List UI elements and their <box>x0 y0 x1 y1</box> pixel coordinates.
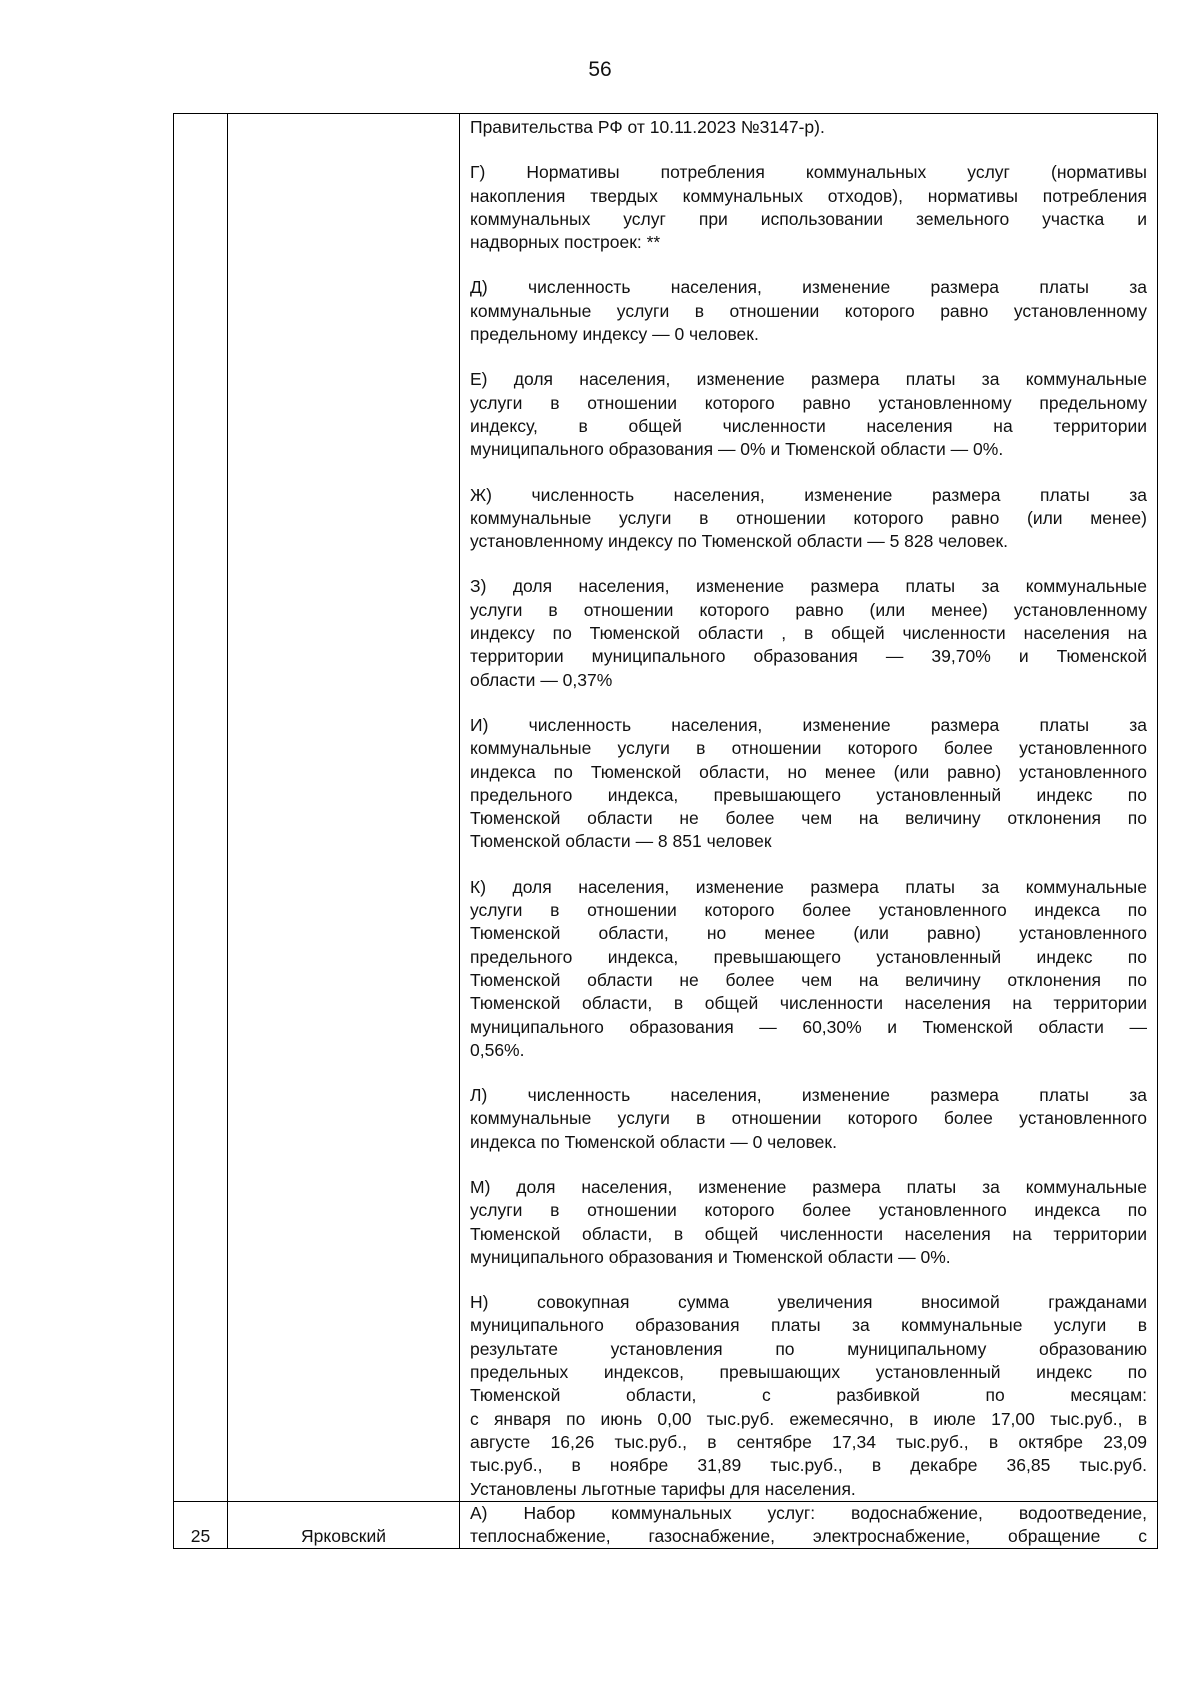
paragraph <box>470 276 1147 346</box>
text-line: коммунальных услуг при использовании земельного участка и <box>470 208 1147 229</box>
paragraph <box>470 1176 1147 1269</box>
text-line: тыс.руб., в ноябре 31,89 тыс.руб., в декабре 36,85 тыс.руб. <box>470 1455 1147 1476</box>
text-line: надворных построек: ** <box>470 232 661 253</box>
paragraph <box>470 161 1147 254</box>
text-line: Тюменской области, но менее (или равно) установленного <box>470 923 1147 944</box>
text-line: Тюменской области — 8 851 человек <box>470 831 772 852</box>
text-line: А) Набор коммунальных услуг: водоснабжение, водоотведение, <box>470 1502 1147 1523</box>
table-row-continued <box>174 114 1158 1502</box>
text-line: с января по июнь 0,00 тыс.руб. ежемесячно, в июле 17,00 тыс.руб., в <box>470 1408 1147 1429</box>
text-line: Ж) численность населения, изменение размера платы за <box>470 484 1147 505</box>
municipality-name: Ярковский <box>300 1525 386 1546</box>
text-line: Установлены льготные тарифы для населения. <box>470 1478 856 1499</box>
text-line: Тюменской области не более чем на величину отклонения по <box>470 808 1147 829</box>
text-line: М) доля населения, изменение размера платы за коммунальные <box>470 1176 1147 1197</box>
text-line: области — 0,37% <box>470 669 613 690</box>
text-line: Е) доля населения, изменение размера платы за коммунальные <box>470 369 1147 390</box>
text-line: августе 16,26 тыс.руб., в сентябре 17,34 тыс.руб., в октябре 23,09 <box>470 1431 1147 1452</box>
text-line: Тюменской области, в общей численности населения на территории <box>470 993 1147 1014</box>
text-line: Тюменской области, с разбивкой по месяцам: <box>470 1385 1147 1406</box>
text-line: И) численность населения, изменение размера платы за <box>470 714 1147 735</box>
text-line: предельных индексов, превышающих установленный индекс по <box>470 1362 1147 1383</box>
page-number: 56 <box>588 58 612 81</box>
text-line: муниципального образования платы за коммунальные услуги в <box>470 1315 1147 1336</box>
table-row <box>174 1501 1158 1548</box>
text-line: индексу, в общей численности населения на территории <box>470 415 1147 436</box>
text-line: коммунальные услуги в отношении которого более установленного <box>470 1108 1147 1129</box>
paragraph <box>470 1084 1147 1154</box>
text-line: индекса по Тюменской области, но менее (или равно) установленного <box>470 761 1147 782</box>
paragraph <box>470 116 1147 139</box>
description-cell <box>460 1501 1158 1548</box>
row-number: 25 <box>190 1525 211 1546</box>
text-line: З) доля населения, изменение размера платы за коммунальные <box>470 576 1147 597</box>
text-line: предельному индексу — 0 человек. <box>470 324 759 345</box>
text-line: установленному индексу по Тюменской области — 5 828 человек. <box>470 531 1009 552</box>
text-line: муниципального образования и Тюменской области — 0%. <box>470 1246 951 1267</box>
text-line: муниципального образования — 0% и Тюменской области — 0%. <box>470 439 1004 460</box>
paragraph <box>470 1291 1147 1501</box>
paragraph <box>470 876 1147 1062</box>
text-line: услуги в отношении которого более установленного индекса по <box>470 1200 1147 1221</box>
paragraph <box>470 714 1147 854</box>
text-line: услуги в отношении которого равно (или менее) установленному <box>470 599 1147 620</box>
text-line: Н) совокупная сумма увеличения вносимой гражданами <box>470 1292 1147 1313</box>
text-line: Д) численность населения, изменение размера платы за <box>470 277 1147 298</box>
municipality-name-cell <box>228 1501 460 1548</box>
description-cell <box>460 114 1158 1502</box>
text-line: накопления твердых коммунальных отходов), нормативы потребления <box>470 185 1147 206</box>
text-line: муниципального образования — 60,30% и Тюменской области — <box>470 1016 1147 1037</box>
text-line: Тюменской области не более чем на величину отклонения по <box>470 969 1147 990</box>
text-line: предельного индекса, превышающего установленный индекс по <box>470 946 1147 967</box>
municipal-data-table <box>173 113 1158 1549</box>
text-line: территории муниципального образования — 39,70% и Тюменской <box>470 646 1147 667</box>
text-line: Правительства РФ от 10.11.2023 №3147-р). <box>470 117 825 137</box>
municipality-name-cell <box>228 114 460 1502</box>
text-line: услуги в отношении которого равно установленному предельному <box>470 392 1147 413</box>
text-line: теплоснабжение, газоснабжение, электроснабжение, обращение с <box>470 1525 1147 1546</box>
text-line: индекса по Тюменской области — 0 человек. <box>470 1131 837 1152</box>
text-line: К) доля населения, изменение размера платы за коммунальные <box>470 876 1147 897</box>
text-line: услуги в отношении которого более установленного индекса по <box>470 900 1147 921</box>
row-number-cell <box>174 1501 228 1548</box>
row-number-cell <box>174 114 228 1502</box>
text-line: результате установления по муниципальному образованию <box>470 1338 1147 1359</box>
text-line: коммунальные услуги в отношении которого равно установленному <box>470 300 1147 321</box>
text-line: Г) Нормативы потребления коммунальных услуг (нормативы <box>470 162 1147 183</box>
paragraph <box>470 484 1147 554</box>
paragraph <box>470 575 1147 691</box>
text-line: коммунальные услуги в отношении которого равно (или менее) <box>470 507 1147 528</box>
text-line: 0,56%. <box>470 1039 525 1060</box>
text-line: индексу по Тюменской области , в общей численности населения на <box>470 623 1147 644</box>
text-line: коммунальные услуги в отношении которого более установленного <box>470 738 1147 759</box>
paragraph <box>470 368 1147 461</box>
text-line: Тюменской области, в общей численности населения на территории <box>470 1223 1147 1244</box>
text-line: Л) численность населения, изменение размера платы за <box>470 1085 1147 1106</box>
text-line: предельного индекса, превышающего установленный индекс по <box>470 784 1147 805</box>
